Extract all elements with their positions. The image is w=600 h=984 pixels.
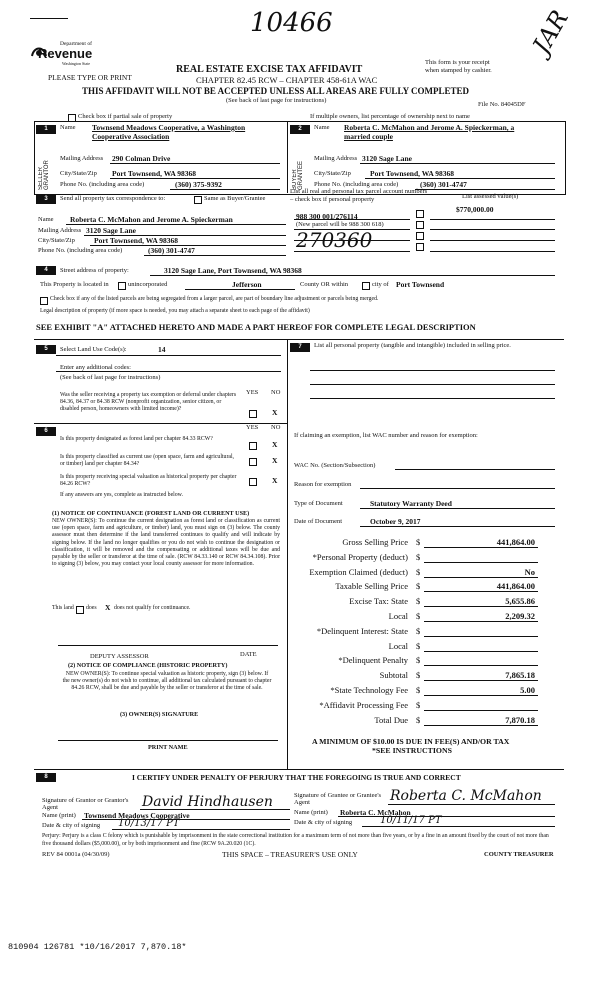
forest-yes-checkbox[interactable] bbox=[249, 442, 257, 450]
additional-codes-label: Enter any additional codes: bbox=[60, 364, 131, 371]
county-line bbox=[185, 289, 295, 290]
buyer-phone-label: Phone No. (including area code) bbox=[314, 181, 399, 188]
seller-mailing-label: Mailing Address bbox=[60, 155, 104, 162]
does-not-label: does not qualify for continuance. bbox=[114, 605, 191, 611]
seller-side-label: SELLER GRANTOR bbox=[38, 160, 50, 190]
seller-city-label: City/State/Zip bbox=[60, 170, 97, 177]
grantor-date-value[interactable]: 10/13/17 PT bbox=[118, 818, 180, 829]
parcels-header: List all real and personal tax parcel account numbers – check box if personal property bbox=[290, 188, 428, 203]
if-yes-note: If any answers are yes, complete as instructed below. bbox=[60, 492, 183, 498]
street-line bbox=[150, 275, 555, 276]
historic-no-mark[interactable]: X bbox=[272, 476, 278, 485]
tax-row-dollar: $ bbox=[416, 596, 421, 606]
city-value[interactable]: Port Townsend bbox=[396, 280, 445, 289]
wac-instructions: If claiming an exemption, list WAC number and reason for exemption: bbox=[294, 432, 478, 439]
historic-yes-checkbox[interactable] bbox=[249, 478, 257, 486]
exemption-no-mark[interactable]: X bbox=[272, 408, 278, 417]
file-number: File No. 84045DF bbox=[478, 101, 526, 108]
land-use-label: Select Land Use Code(s): bbox=[60, 346, 127, 353]
buyer-side-label: BUYER GRANTEE bbox=[292, 160, 304, 190]
perjury-text: Perjury: Perjury is a class C felony which is punishable by imprisonment in the state correctional institution for a maximum term of not more than five years, or by a fine in an amount fixed by the court of not more than five thousand dollars ($5,000.00), or by both imprisonment and fine (RCW 9A.20.020 (1C). bbox=[42, 833, 549, 847]
tax-row-line bbox=[424, 591, 538, 592]
grantee-signature[interactable]: Roberta C. McMahon bbox=[390, 788, 542, 804]
does-label: does bbox=[86, 605, 97, 611]
grantor-sig-line bbox=[140, 809, 290, 810]
tax-row-line bbox=[424, 606, 538, 607]
corr-mailing-value[interactable]: 3120 Sage Lane bbox=[86, 226, 137, 235]
assessed-line-2 bbox=[430, 229, 555, 230]
tax-row-value[interactable]: 441,864.00 bbox=[496, 581, 535, 591]
seller-phone-line bbox=[170, 189, 280, 190]
unincorporated-checkbox[interactable] bbox=[118, 282, 126, 290]
does-checkbox[interactable] bbox=[76, 606, 84, 614]
grantor-name-label: Name (print) bbox=[42, 812, 76, 819]
grantee-sig-line bbox=[388, 804, 555, 805]
tax-row-label: Taxable Selling Price bbox=[335, 581, 408, 591]
tax-row-line bbox=[424, 665, 538, 666]
doc-type-label: Type of Document bbox=[294, 500, 343, 507]
reason-label: Reason for exemption bbox=[294, 481, 352, 488]
tax-row-line bbox=[424, 710, 538, 711]
corr-city-value[interactable]: Port Townsend, WA 98368 bbox=[94, 236, 179, 245]
owner-signature-label: (3) OWNER(S) SIGNATURE bbox=[120, 711, 199, 718]
tax-row-line bbox=[424, 547, 538, 548]
seller-city-line bbox=[110, 178, 280, 179]
corr-city-label: City/State/Zip bbox=[38, 237, 75, 244]
section-3-badge: 3 bbox=[36, 195, 56, 204]
section-8-divider bbox=[34, 769, 564, 770]
grantor-name-value[interactable]: Townsend Meadows Cooperative bbox=[84, 811, 190, 820]
tax-row-value[interactable]: 7,870.18 bbox=[505, 715, 535, 725]
reason-line bbox=[360, 488, 555, 489]
buyer-phone-value[interactable]: (360) 301-4747 bbox=[420, 180, 467, 189]
logo-sub: Washington State bbox=[62, 61, 91, 66]
legal-desc-label: Legal description of property (if more space is needed, you may attach a separate sheet to each page of the affidavit) bbox=[40, 308, 310, 314]
tax-row-label: *Delinquent Interest: State bbox=[316, 626, 408, 636]
see-back-note: (See back of last page for instructions) bbox=[226, 97, 327, 104]
section-5-badge: 5 bbox=[36, 345, 56, 354]
parcel-personal-checkbox-3[interactable] bbox=[416, 232, 424, 240]
tax-row-label: Total Due bbox=[374, 715, 408, 725]
grantor-date-line bbox=[112, 829, 290, 830]
tax-row-dollar: $ bbox=[416, 641, 421, 651]
buyer-phone-line bbox=[415, 189, 555, 190]
top-scratch-line bbox=[30, 18, 68, 19]
tax-row-line bbox=[424, 562, 538, 563]
tax-row-dollar: $ bbox=[416, 581, 421, 591]
corr-phone-value[interactable]: (360) 301-4747 bbox=[148, 246, 195, 255]
notice-2-text: NEW OWNER(S): To continue special valuation as historic property, sign (3) below. If the new owner(s) do not wish to continue, all additional tax calculated pursuant to chapter 84.26 RCW, shall be due and payable by the seller or transferor at the time of sale. bbox=[62, 671, 272, 692]
section-4-badge: 4 bbox=[36, 266, 56, 275]
logo-small: Department of bbox=[60, 41, 92, 47]
assessed-header: List assessed value(s) bbox=[462, 193, 519, 200]
type-print: PLEASE TYPE OR PRINT bbox=[48, 73, 132, 82]
tax-row-dollar: $ bbox=[416, 626, 421, 636]
tax-row-dollar: $ bbox=[416, 670, 421, 680]
buyer-mailing-line bbox=[360, 163, 555, 164]
parcel-line-1 bbox=[294, 219, 410, 220]
tax-row-label: Subtotal bbox=[379, 670, 408, 680]
handwritten-number: 10466 bbox=[250, 8, 333, 38]
parcel-line-4 bbox=[294, 251, 410, 252]
land-use-code[interactable]: 14 bbox=[158, 345, 166, 354]
tax-row-line bbox=[424, 577, 538, 578]
additional-codes-line bbox=[56, 371, 281, 372]
personal-property-line-3 bbox=[310, 398, 555, 399]
no-header-2: NO bbox=[271, 424, 281, 431]
wac-line bbox=[395, 469, 555, 470]
parcel-line-2 bbox=[294, 229, 410, 230]
grantor-sig-label: Signature of Grantor or Grantor's Agent bbox=[42, 797, 129, 811]
tax-row-dollar: $ bbox=[416, 655, 421, 665]
segregated-checkbox[interactable] bbox=[40, 297, 48, 305]
section-7-badge: 7 bbox=[290, 343, 310, 352]
seller-buyer-divider bbox=[287, 121, 288, 193]
tax-row-dollar: $ bbox=[416, 537, 421, 547]
parcel-personal-checkbox-2[interactable] bbox=[416, 221, 424, 229]
land-use-line bbox=[56, 355, 281, 356]
section-1-badge: 1 bbox=[36, 125, 56, 134]
historic-question: Is this property receiving special valuation as historical property per chapter 84.26 RCW? bbox=[60, 474, 237, 487]
tax-row-label: Local bbox=[388, 611, 408, 621]
corr-name-value[interactable]: Roberta C. McMahon and Jerome A. Spieckerman bbox=[70, 215, 233, 224]
correspondence-label: Send all property tax correspondence to: bbox=[60, 195, 166, 202]
seller-name-label: Name bbox=[60, 124, 76, 131]
tax-row-label: Excise Tax: State bbox=[349, 596, 408, 606]
assessed-line-4 bbox=[430, 251, 555, 252]
corr-mailing-label: Mailing Address bbox=[38, 227, 82, 234]
personal-property-line-2 bbox=[310, 384, 555, 385]
buyer-city-value[interactable]: Port Townsend, WA 98368 bbox=[370, 169, 455, 178]
deputy-label: DEPUTY ASSESSOR bbox=[90, 653, 149, 660]
form-chapter: CHAPTER 82.45 RCW – CHAPTER 458-61A WAC bbox=[196, 75, 378, 85]
tax-row-dollar: $ bbox=[416, 567, 421, 577]
tax-row-value[interactable]: 441,864.00 bbox=[496, 537, 535, 547]
tax-row-label: Gross Selling Price bbox=[342, 537, 408, 547]
does-mark[interactable]: X bbox=[105, 603, 111, 612]
notice-1-title: (1) NOTICE OF CONTINUANCE (FOREST LAND OR CURRENT USE) bbox=[52, 510, 250, 517]
open-space-yes-checkbox[interactable] bbox=[249, 458, 257, 466]
corr-name-line bbox=[66, 224, 286, 225]
tax-row-dollar: $ bbox=[416, 700, 421, 710]
treasurer-space: THIS SPACE – TREASURER'S USE ONLY bbox=[222, 850, 358, 859]
parcel-personal-checkbox-1[interactable] bbox=[416, 210, 424, 218]
section-8-badge: 8 bbox=[36, 773, 56, 782]
tax-row-line bbox=[424, 621, 538, 622]
grantee-sig-label: Signature of Grantee or Grantee's Agent bbox=[294, 792, 382, 806]
seller-name-value[interactable]: Townsend Meadows Cooperative, a Washington Cooperative Association bbox=[92, 123, 246, 141]
seller-phone-label: Phone No. (including area code) bbox=[60, 181, 145, 188]
street-value[interactable]: 3120 Sage Lane, Port Townsend, WA 98368 bbox=[164, 266, 302, 275]
tax-row-dollar: $ bbox=[416, 552, 421, 562]
receipt-stamp: 810904 126781 *10/16/2017 7,870.18* bbox=[8, 942, 187, 952]
tax-row-line bbox=[424, 636, 538, 637]
buyer-city-label: City/State/Zip bbox=[314, 170, 351, 177]
parcel-line-3 bbox=[294, 240, 410, 241]
assessed-value[interactable]: $770,000.00 bbox=[456, 205, 494, 214]
seller-mailing-line bbox=[110, 163, 280, 164]
corner-initials: JAR bbox=[527, 5, 574, 59]
parcel-personal-checkbox-4[interactable] bbox=[416, 243, 424, 251]
tax-row-line bbox=[424, 725, 538, 726]
personal-property-label: List all personal property (tangible and intangible) included in selling price. bbox=[314, 342, 511, 349]
segregated-label: Check box if any of the listed parcels are being segregated from a larger parcel, are part of boundary line adjustment or parcels being merged. bbox=[50, 296, 379, 302]
city-of-label: city of bbox=[372, 281, 389, 288]
certify-line: I CERTIFY UNDER PENALTY OF PERJURY THAT THE FOREGOING IS TRUE AND CORRECT bbox=[132, 773, 461, 782]
tax-row-line bbox=[424, 680, 538, 681]
yes-header-1: YES bbox=[246, 389, 259, 396]
parcel-2[interactable]: (New parcel will be 988 300 618) bbox=[296, 221, 384, 228]
parcel-1[interactable]: 988 300 001/276114 bbox=[296, 212, 358, 221]
tax-row-label: *Personal Property (deduct) bbox=[312, 552, 408, 562]
see-instructions: *SEE INSTRUCTIONS bbox=[372, 746, 452, 755]
no-header-1: NO bbox=[271, 389, 281, 396]
notice-2-title: (2) NOTICE OF COMPLIANCE (HISTORIC PROPERTY) bbox=[68, 662, 228, 669]
doc-type-line bbox=[360, 508, 555, 509]
tax-row-dollar: $ bbox=[416, 715, 421, 725]
city-checkbox[interactable] bbox=[362, 282, 370, 290]
assessed-line-3 bbox=[430, 240, 555, 241]
grantee-date-line bbox=[362, 826, 555, 827]
doc-date-line bbox=[360, 526, 555, 527]
same-as-buyer-label: Same as Buyer/Grantee bbox=[204, 195, 266, 202]
grantor-name-line bbox=[82, 819, 290, 820]
buyer-name-label: Name bbox=[314, 124, 330, 131]
seller-mailing-value[interactable]: 290 Colman Drive bbox=[112, 154, 171, 163]
assessed-line-1 bbox=[430, 219, 555, 220]
multiple-owners-note: If multiple owners, list percentage of ownership next to name bbox=[310, 113, 470, 120]
buyer-mailing-value[interactable]: 3120 Sage Lane bbox=[362, 154, 413, 163]
tax-row-label: Local bbox=[388, 641, 408, 651]
unincorporated-label: unincorporated bbox=[128, 281, 168, 288]
tax-row-label: *Delinquent Penalty bbox=[338, 655, 408, 665]
grantor-date-label: Date & city of signing bbox=[42, 822, 101, 829]
open-space-no-mark[interactable]: X bbox=[272, 456, 278, 465]
minimum-note: A MINIMUM OF $10.00 IS DUE IN FEE(S) AND/OR TAX bbox=[312, 737, 510, 746]
buyer-city-line bbox=[365, 178, 555, 179]
doc-type-value[interactable]: Statutory Warranty Deed bbox=[370, 499, 452, 508]
logo-main: Revenue bbox=[38, 46, 93, 61]
rev-code: REV 84 0001a (04/30/09) bbox=[42, 851, 110, 858]
tax-row-value[interactable]: 7,865.18 bbox=[505, 670, 535, 680]
form-title: REAL ESTATE EXCISE TAX AFFIDAVIT bbox=[176, 64, 363, 75]
tax-row-line bbox=[424, 651, 538, 652]
seller-city-value[interactable]: Port Townsend, WA 98368 bbox=[112, 169, 197, 178]
partial-sale-label: Check box if partial sale of property bbox=[78, 113, 173, 120]
grantee-name-value[interactable]: Roberta C. McMahon bbox=[340, 808, 411, 817]
forest-no-mark[interactable]: X bbox=[272, 440, 278, 449]
exhibit-line: SEE EXHIBIT "A" ATTACHED HERETO AND MADE A PART HEREOF FOR COMPLETE LEGAL DESCRIPTION bbox=[36, 322, 476, 332]
buyer-mailing-label: Mailing Address bbox=[314, 155, 358, 162]
grantor-signature[interactable]: David Hindhausen bbox=[142, 794, 273, 810]
section-2-badge: 2 bbox=[290, 125, 310, 134]
land-use-see-back: (See back of last page for instructions) bbox=[60, 374, 161, 381]
corr-city-line bbox=[90, 245, 286, 246]
located-text: This Property is located in bbox=[40, 281, 109, 288]
print-name-label: PRINT NAME bbox=[148, 744, 188, 751]
tax-row-label: *Affidavit Processing Fee bbox=[319, 700, 408, 710]
corr-name-label: Name bbox=[38, 216, 54, 223]
tax-row-label: Exemption Claimed (deduct) bbox=[309, 567, 408, 577]
corr-mailing-line bbox=[84, 235, 286, 236]
yes-header-2: YES bbox=[246, 424, 259, 431]
personal-property-line-1 bbox=[310, 370, 555, 371]
tax-row-dollar: $ bbox=[416, 685, 421, 695]
grantee-name-line bbox=[338, 816, 555, 817]
same-as-buyer-checkbox[interactable] bbox=[194, 196, 202, 204]
tax-row-label: *State Technology Fee bbox=[330, 685, 408, 695]
section-6-badge: 6 bbox=[36, 427, 56, 436]
buyer-name-value[interactable]: Roberta C. McMahon and Jerome A. Spieckerman, a married couple bbox=[344, 123, 515, 141]
forest-question: Is this property designated as forest land per chapter 84.33 RCW? bbox=[60, 436, 213, 442]
notice-1-text: NEW OWNER(S): To continue the current designation as forest land or classification as current use (open space, farm and agriculture, or timber) land, you must sign on (3) below. The county assessor must then determine if the land transferred continues to qualify and will indicate by signing below. If the land no longer qualifies or you do not wish to continue the designation or classification, it will be removed and the compensating or additional taxes will be due and payable by the seller or transferor at the time of sale. (RCW 84.33.140 or RCW 84.34.108). Prior to signing (3) below, you may contact your local county assessor for more information. bbox=[52, 518, 280, 568]
corr-phone-line bbox=[144, 255, 286, 256]
county-treasurer: COUNTY TREASURER bbox=[484, 851, 554, 858]
doc-date-value[interactable]: October 9, 2017 bbox=[370, 517, 421, 526]
wac-label: WAC No. (Section/Subsection) bbox=[294, 462, 376, 469]
seller-phone-value[interactable]: (360) 375-9392 bbox=[175, 180, 222, 189]
grantee-date-label: Date & city of signing bbox=[294, 819, 353, 826]
this-land-label: This land bbox=[52, 605, 74, 611]
grantee-name-label: Name (print) bbox=[294, 809, 328, 816]
tax-row-dollar: $ bbox=[416, 611, 421, 621]
receipt-note: This form is your receipt when stamped by cashier. bbox=[425, 59, 492, 74]
tax-row-value[interactable]: 5,655.86 bbox=[505, 596, 535, 606]
deputy-date-label: DATE bbox=[240, 651, 257, 658]
form-warning: THIS AFFIDAVIT WILL NOT BE ACCEPTED UNLESS ALL AREAS ARE FULLY COMPLETED bbox=[82, 86, 470, 96]
tax-row-value[interactable]: No bbox=[524, 567, 535, 577]
parcel-scrawl: 270360 bbox=[296, 228, 373, 252]
tax-row-value[interactable]: 5.00 bbox=[520, 685, 535, 695]
exemption-question: Was the seller receiving a property tax exemption or deferral under chapters 84.36, 84.37 or 84.38 RCW (nonprofit organization, senior citizen, or disabled person, homeowners with limited income)? bbox=[60, 392, 237, 412]
deputy-line bbox=[58, 645, 278, 646]
exemption-yes-checkbox[interactable] bbox=[249, 410, 257, 418]
print-name-line bbox=[58, 740, 278, 741]
tax-row-line bbox=[424, 695, 538, 696]
section-divider-top bbox=[34, 339, 564, 340]
county-value[interactable]: Jefferson bbox=[232, 280, 262, 289]
open-space-question: Is this property classified as current use (open space, farm and agricultural, or timber) land per chapter 84.34? bbox=[60, 454, 235, 467]
grantee-date-value[interactable]: 10/11/17 PT bbox=[380, 815, 442, 826]
main-vertical-divider bbox=[287, 339, 288, 769]
street-label: Street address of property: bbox=[60, 267, 129, 274]
county-or-label: County OR within bbox=[300, 281, 349, 288]
doc-date-label: Date of Document bbox=[294, 518, 343, 525]
tax-row-value[interactable]: 2,209.32 bbox=[505, 611, 535, 621]
corr-phone-label: Phone No. (including area code) bbox=[38, 247, 123, 254]
